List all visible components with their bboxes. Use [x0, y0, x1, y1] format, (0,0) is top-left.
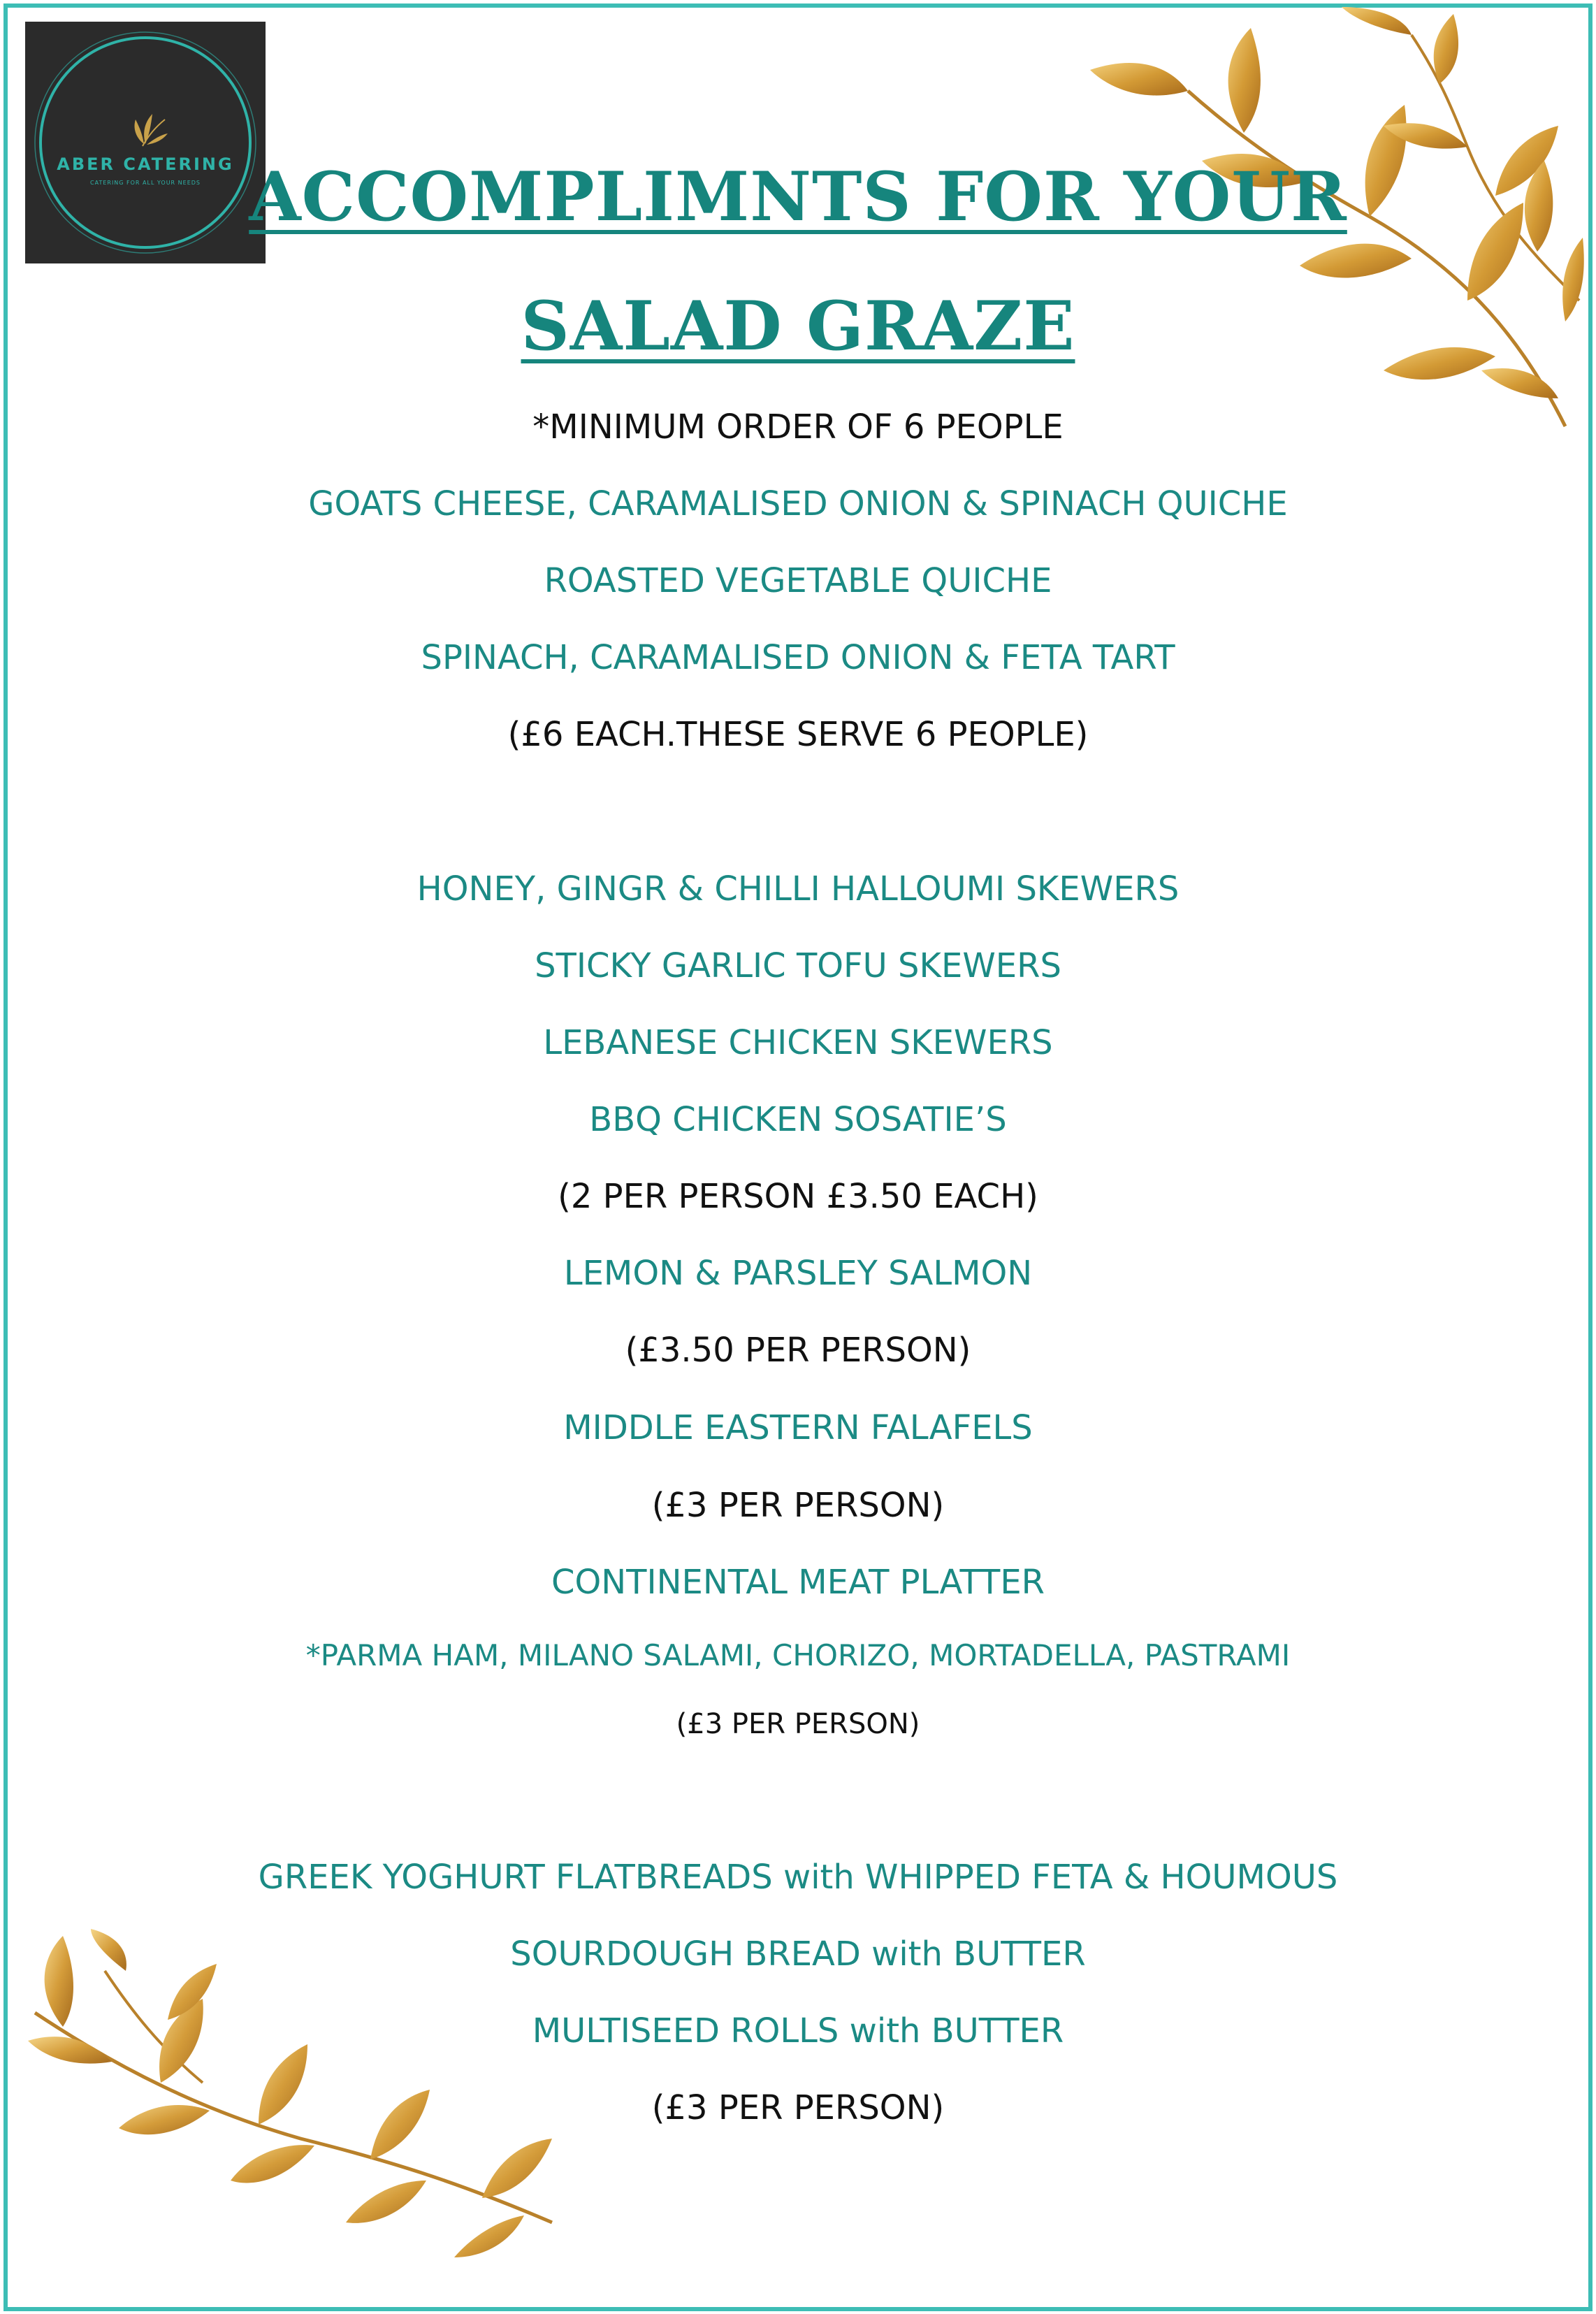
menu-item: MULTISEED ROLLS with BUTTER	[532, 2011, 1064, 2051]
price-note: (£3 PER PERSON)	[676, 1708, 920, 1740]
menu-item: SOURDOUGH BREAD with BUTTER	[510, 1935, 1086, 1974]
logo-tagline: CATERING FOR ALL YOUR NEEDS	[90, 180, 201, 186]
page-title-line-2: SALAD GRAZE	[521, 287, 1075, 366]
menu-item: LEBANESE CHICKEN SKEWERS	[543, 1023, 1053, 1062]
logo-name: ABER CATERING	[57, 154, 234, 174]
price-note: (£3.50 PER PERSON)	[625, 1331, 971, 1370]
page-title-line-1: ACCOMPLIMNTS FOR YOUR	[249, 157, 1347, 236]
menu-item: GOATS CHEESE, CARAMALISED ONION & SPINACH QUICHE	[308, 484, 1288, 523]
menu-item: STICKY GARLIC TOFU SKEWERS	[535, 946, 1061, 985]
menu-item: LEMON & PARSLEY SALMON	[563, 1254, 1033, 1293]
menu-item: CONTINENTAL MEAT PLATTER	[551, 1563, 1045, 1602]
menu-item: HONEY, GINGR & CHILLI HALLOUMI SKEWERS	[416, 869, 1180, 909]
minimum-order-note: *MINIMUM ORDER OF 6 PEOPLE	[532, 407, 1064, 447]
menu-item: SPINACH, CARAMALISED ONION & FETA TART	[421, 638, 1175, 677]
price-note: (£6 EACH.THESE SERVE 6 PEOPLE)	[507, 715, 1089, 754]
price-note: (2 PER PERSON £3.50 EACH)	[558, 1177, 1038, 1216]
menu-item: ROASTED VEGETABLE QUICHE	[544, 561, 1052, 600]
menu-item: BBQ CHICKEN SOSATIE’S	[589, 1100, 1007, 1139]
price-note: (£3 PER PERSON)	[651, 1486, 945, 1525]
price-note: (£3 PER PERSON)	[651, 2088, 945, 2127]
menu-item-description: *PARMA HAM, MILANO SALAMI, CHORIZO, MORTADELLA, PASTRAMI	[305, 1638, 1291, 1672]
menu-item: GREEK YOGHURT FLATBREADS with WHIPPED FETA & HOUMOUS	[258, 1858, 1338, 1897]
menu-item: MIDDLE EASTERN FALAFELS	[563, 1408, 1033, 1447]
